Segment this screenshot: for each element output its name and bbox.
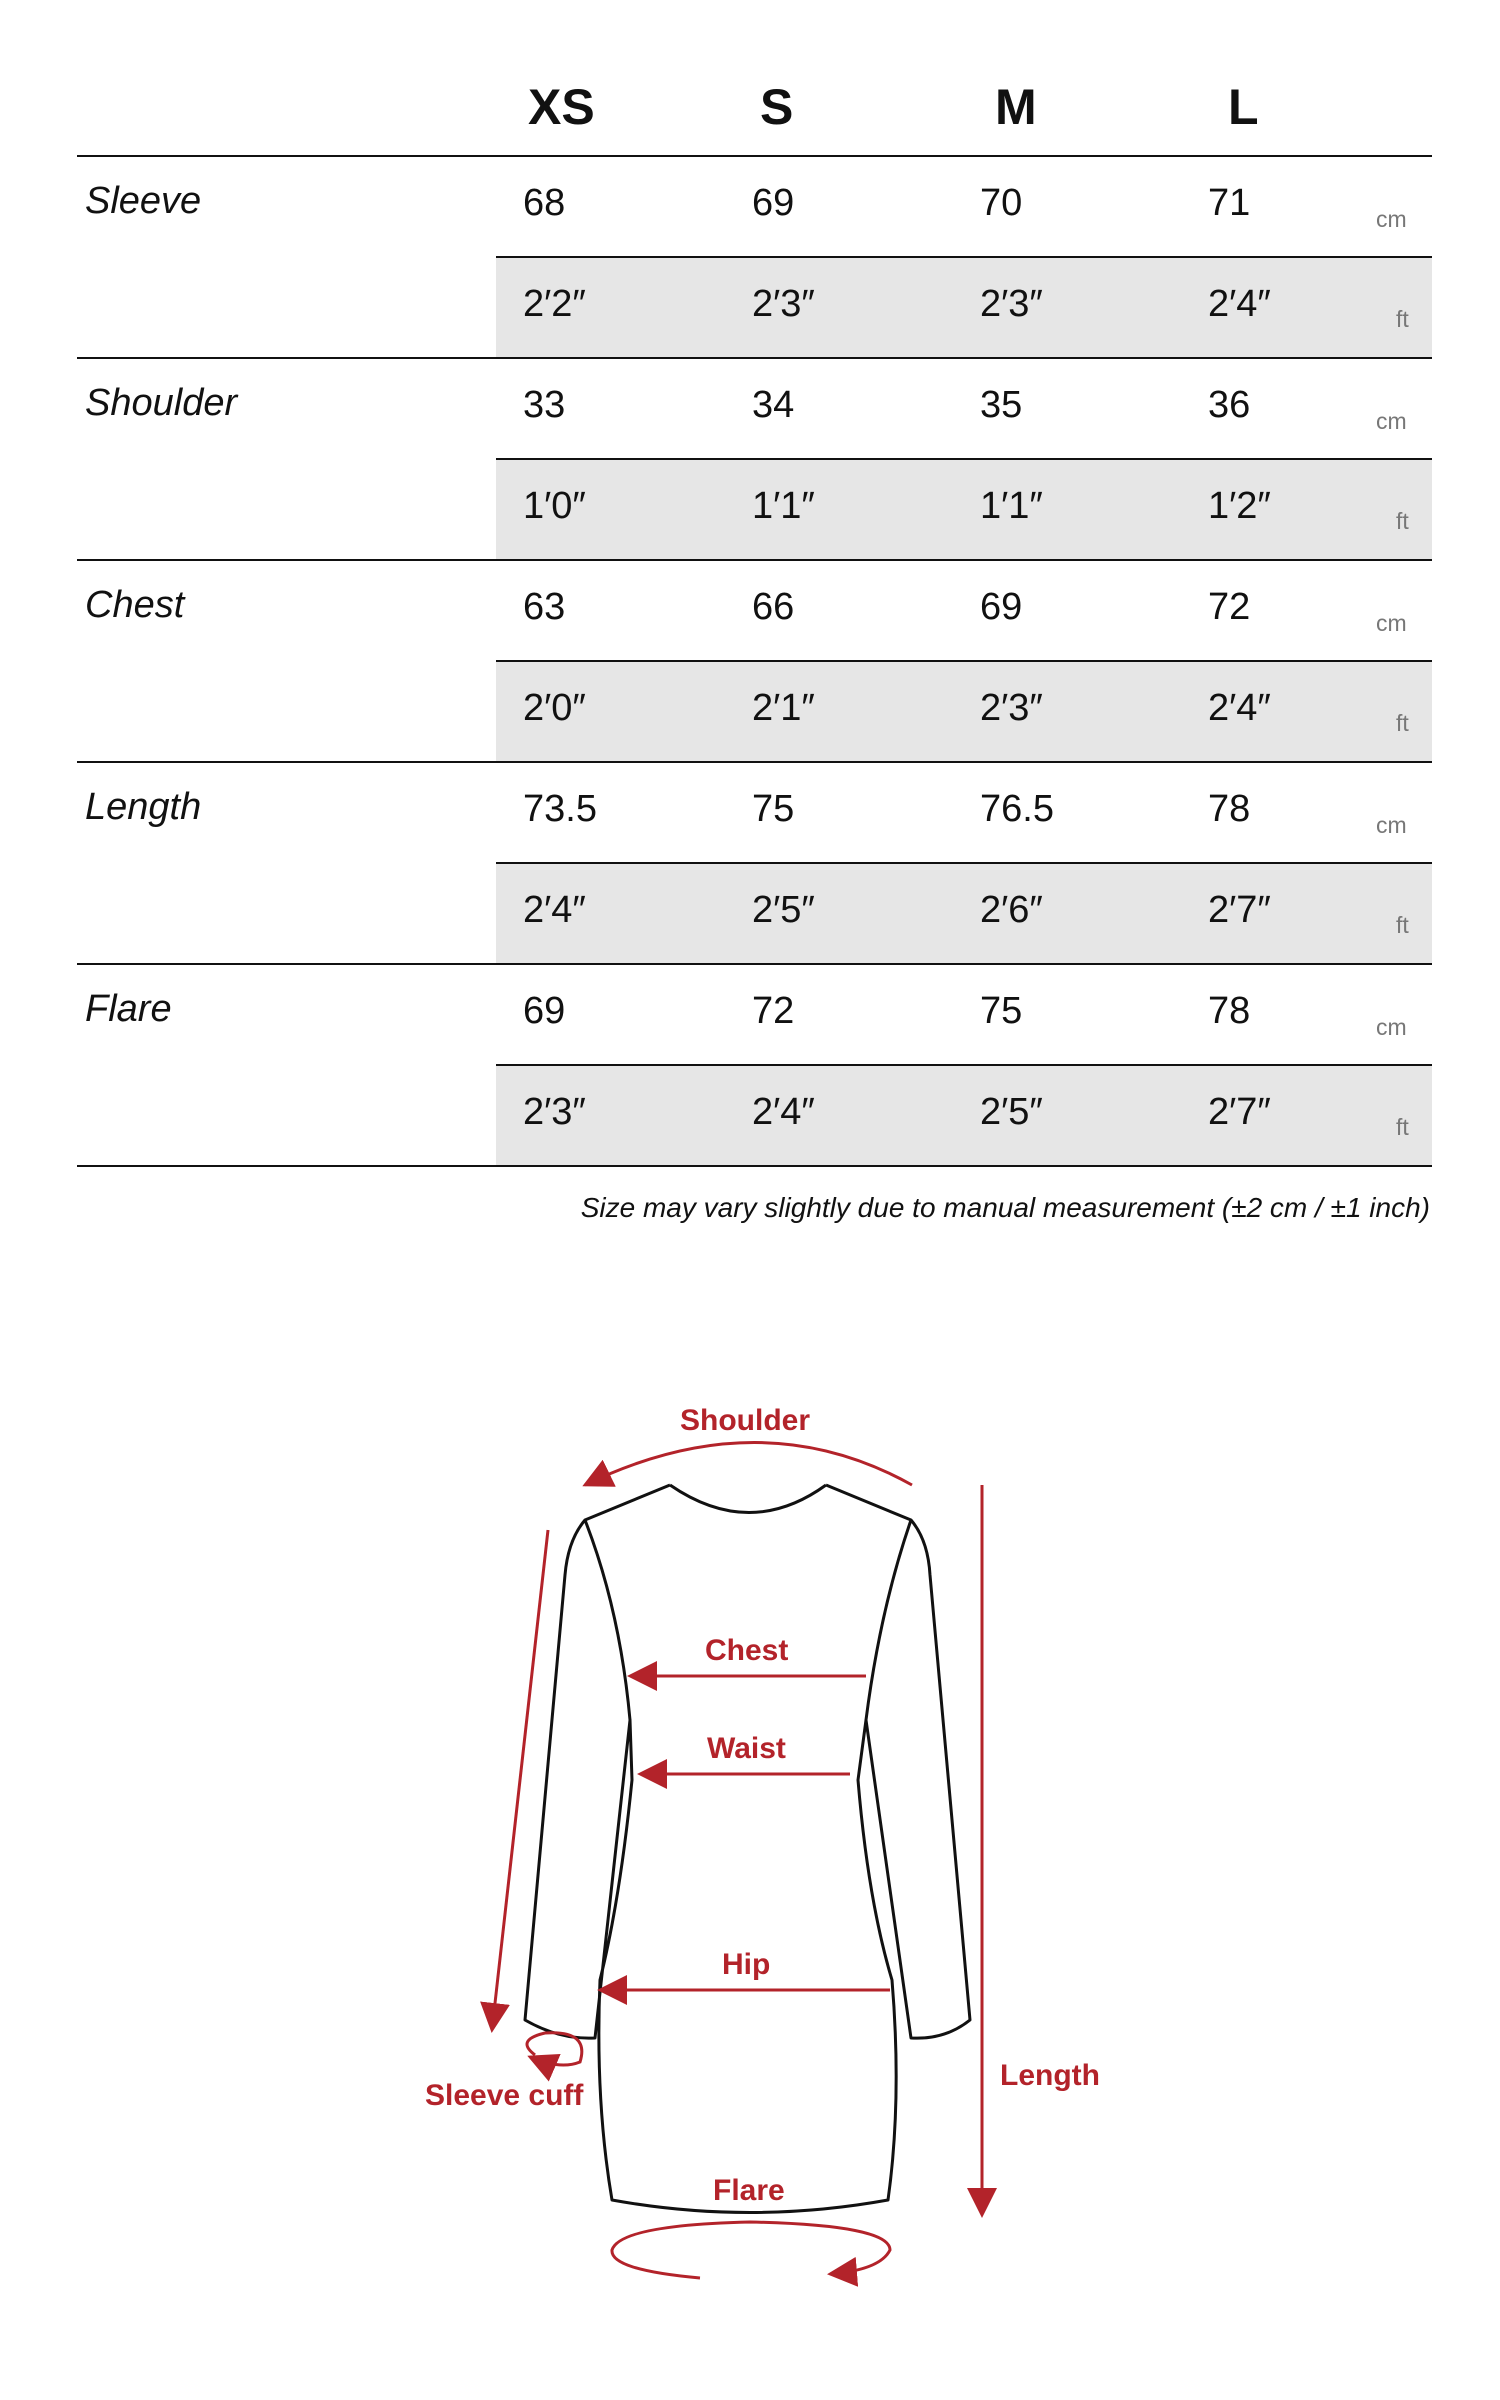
chest-label: Chest <box>705 1634 789 1667</box>
size-header-l: L <box>1228 79 1259 135</box>
row-label-shoulder: Shoulder <box>85 382 238 424</box>
unit-ft-label: ft <box>1396 306 1409 332</box>
sleeve-cuff-label: Sleeve cuff <box>425 2079 584 2112</box>
table-divider <box>77 963 1432 965</box>
table-cell: 2′4″ <box>1208 283 1271 325</box>
table-cell: 2′7″ <box>1208 1091 1271 1133</box>
table-cell: 34 <box>752 384 795 426</box>
table-cell: 73.5 <box>523 788 597 830</box>
table-cell: 2′1″ <box>752 687 815 729</box>
table-cell: 2′3″ <box>980 283 1043 325</box>
length-label: Length <box>1000 2059 1100 2092</box>
table-cell: 1′2″ <box>1208 485 1271 527</box>
table-cell: 2′5″ <box>752 889 815 931</box>
table-cell: 2′3″ <box>980 687 1043 729</box>
table-cell: 66 <box>752 586 795 628</box>
row-label-chest: Chest <box>85 584 185 626</box>
table-cell: 75 <box>752 788 795 830</box>
unit-ft-label: ft <box>1396 912 1409 938</box>
table-cell: 2′4″ <box>523 889 586 931</box>
unit-cm-label: cm <box>1376 206 1407 232</box>
table-cell: 72 <box>752 990 795 1032</box>
table-cell: 69 <box>980 586 1023 628</box>
table-cell: 2′3″ <box>523 1091 586 1133</box>
subrow-divider <box>496 1064 1432 1066</box>
table-divider <box>77 357 1432 359</box>
subrow-divider <box>496 862 1432 864</box>
waist-label: Waist <box>707 1732 786 1765</box>
table-divider <box>77 155 1432 157</box>
table-cell: 36 <box>1208 384 1251 426</box>
unit-ft-label: ft <box>1396 1114 1409 1140</box>
table-cell: 33 <box>523 384 566 426</box>
table-divider <box>77 1165 1432 1167</box>
table-cell: 72 <box>1208 586 1251 628</box>
shoulder-arrow <box>585 1443 912 1486</box>
table-cell: 35 <box>980 384 1023 426</box>
row-label-sleeve: Sleeve <box>85 180 202 222</box>
sleeve-arrow <box>492 1530 548 2030</box>
row-label-flare: Flare <box>85 988 172 1030</box>
ft-band-flare <box>496 1066 1432 1166</box>
ft-band-length <box>496 864 1432 964</box>
table-cell: 1′1″ <box>752 485 815 527</box>
table-cell: 2′2″ <box>523 283 586 325</box>
unit-cm-label: cm <box>1376 812 1407 838</box>
ft-band-chest <box>496 662 1432 762</box>
table-cell: 2′0″ <box>523 687 586 729</box>
subrow-divider <box>496 660 1432 662</box>
table-cell: 70 <box>980 182 1023 224</box>
table-cell: 69 <box>752 182 795 224</box>
unit-cm-label: cm <box>1376 1014 1407 1040</box>
ft-band-sleeve <box>496 258 1432 358</box>
shoulder-label: Shoulder <box>680 1404 811 1437</box>
table-cell: 63 <box>523 586 566 628</box>
size-header-xs: XS <box>528 79 595 135</box>
unit-cm-label: cm <box>1376 408 1407 434</box>
table-cell: 71 <box>1208 182 1251 224</box>
table-cell: 78 <box>1208 788 1251 830</box>
table-cell: 68 <box>523 182 566 224</box>
measurement-note: Size may vary slightly due to manual measurement (±2 cm / ±1 inch) <box>580 1192 1430 1223</box>
table-cell: 2′6″ <box>980 889 1043 931</box>
table-cell: 69 <box>523 990 566 1032</box>
size-header-m: M <box>995 79 1037 135</box>
table-cell: 2′7″ <box>1208 889 1271 931</box>
unit-ft-label: ft <box>1396 710 1409 736</box>
table-cell: 1′1″ <box>980 485 1043 527</box>
table-divider <box>77 761 1432 763</box>
flare-arrow <box>612 2222 890 2278</box>
table-cell: 78 <box>1208 990 1251 1032</box>
unit-ft-label: ft <box>1396 508 1409 534</box>
dress-outline <box>525 1485 970 2213</box>
unit-cm-label: cm <box>1376 610 1407 636</box>
table-cell: 2′5″ <box>980 1091 1043 1133</box>
table-cell: 76.5 <box>980 788 1054 830</box>
table-cell: 1′0″ <box>523 485 586 527</box>
sleeve-cuff-arrow <box>527 2033 582 2065</box>
flare-label: Flare <box>713 2174 785 2207</box>
subrow-divider <box>496 256 1432 258</box>
table-divider <box>77 559 1432 561</box>
table-cell: 2′4″ <box>1208 687 1271 729</box>
subrow-divider <box>496 458 1432 460</box>
row-label-length: Length <box>85 786 202 828</box>
size-header-s: S <box>760 79 794 135</box>
hip-label: Hip <box>722 1948 771 1981</box>
ft-band-shoulder <box>496 460 1432 560</box>
table-cell: 2′4″ <box>752 1091 815 1133</box>
dress-measurement-diagram <box>0 1350 1500 2330</box>
table-cell: 2′3″ <box>752 283 815 325</box>
table-cell: 75 <box>980 990 1023 1032</box>
